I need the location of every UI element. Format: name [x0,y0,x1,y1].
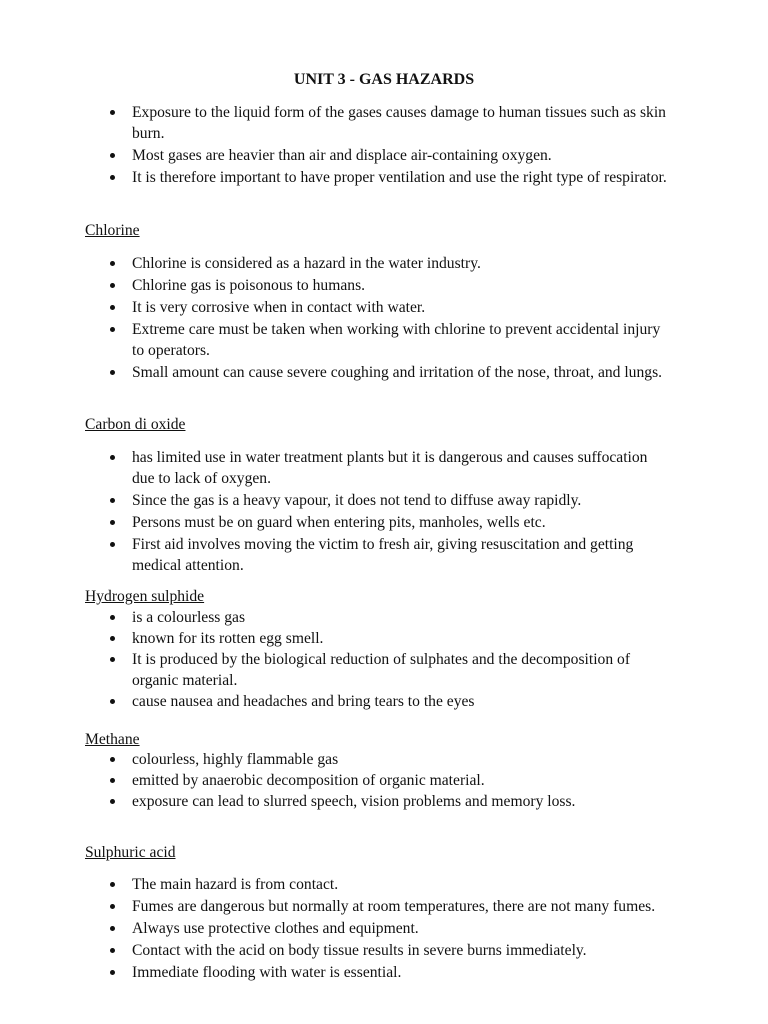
list-item: Immediate flooding with water is essential. [108,962,673,983]
list-item: Chlorine gas is poisonous to humans. [108,275,673,296]
chlorine-list [108,253,673,384]
list-item: exposure can lead to slurred speech, vision problems and memory loss. [108,791,673,812]
section-heading-chlorine: Chlorine [85,222,140,239]
list-item: It is produced by the biological reduction of sulphates and the decomposition of organic material. [108,649,673,691]
section-heading-methane: Methane [85,731,140,748]
list-item: Fumes are dangerous but normally at room temperatures, there are not many fumes. [108,896,673,917]
carbon-dioxide-list [108,447,673,577]
section-heading-carbon-dioxide: Carbon di oxide [85,416,186,433]
list-item: Most gases are heavier than air and displace air-containing oxygen. [108,145,673,166]
list-item: Small amount can cause severe coughing and irritation of the nose, throat, and lungs. [108,362,673,383]
list-item: First aid involves moving the victim to fresh air, giving resuscitation and getting medical attention. [108,534,673,576]
list-item: cause nausea and headaches and bring tears to the eyes [108,691,673,712]
list-item: It is therefore important to have proper ventilation and use the right type of respirator. [108,167,673,188]
list-item: colourless, highly flammable gas [108,749,673,770]
hydrogen-sulphide-list [108,607,673,712]
list-item: Persons must be on guard when entering pits, manholes, wells etc. [108,512,673,533]
list-item: Since the gas is a heavy vapour, it does not tend to diffuse away rapidly. [108,490,673,511]
intro-list [108,102,673,189]
list-item: Extreme care must be taken when working with chlorine to prevent accidental injury to operators. [108,319,673,361]
list-item: It is very corrosive when in contact with water. [108,297,673,318]
page-title: UNIT 3 - GAS HAZARDS [293,71,475,88]
list-item: Exposure to the liquid form of the gases causes damage to human tissues such as skin burn. [108,102,673,144]
list-item: Chlorine is considered as a hazard in the water industry. [108,253,673,274]
list-item: emitted by anaerobic decomposition of organic material. [108,770,673,791]
methane-list [108,749,673,812]
section-heading-sulphuric-acid: Sulphuric acid [85,844,176,861]
section-heading-hydrogen-sulphide: Hydrogen sulphide [85,588,205,605]
list-item: known for its rotten egg smell. [108,628,673,649]
list-item: Contact with the acid on body tissue results in severe burns immediately. [108,940,673,961]
list-item: is a colourless gas [108,607,673,628]
list-item: has limited use in water treatment plants but it is dangerous and causes suffocation due to lack of oxygen. [108,447,673,489]
list-item: The main hazard is from contact. [108,874,673,895]
list-item: Always use protective clothes and equipment. [108,918,673,939]
sulphuric-acid-list [108,874,673,984]
